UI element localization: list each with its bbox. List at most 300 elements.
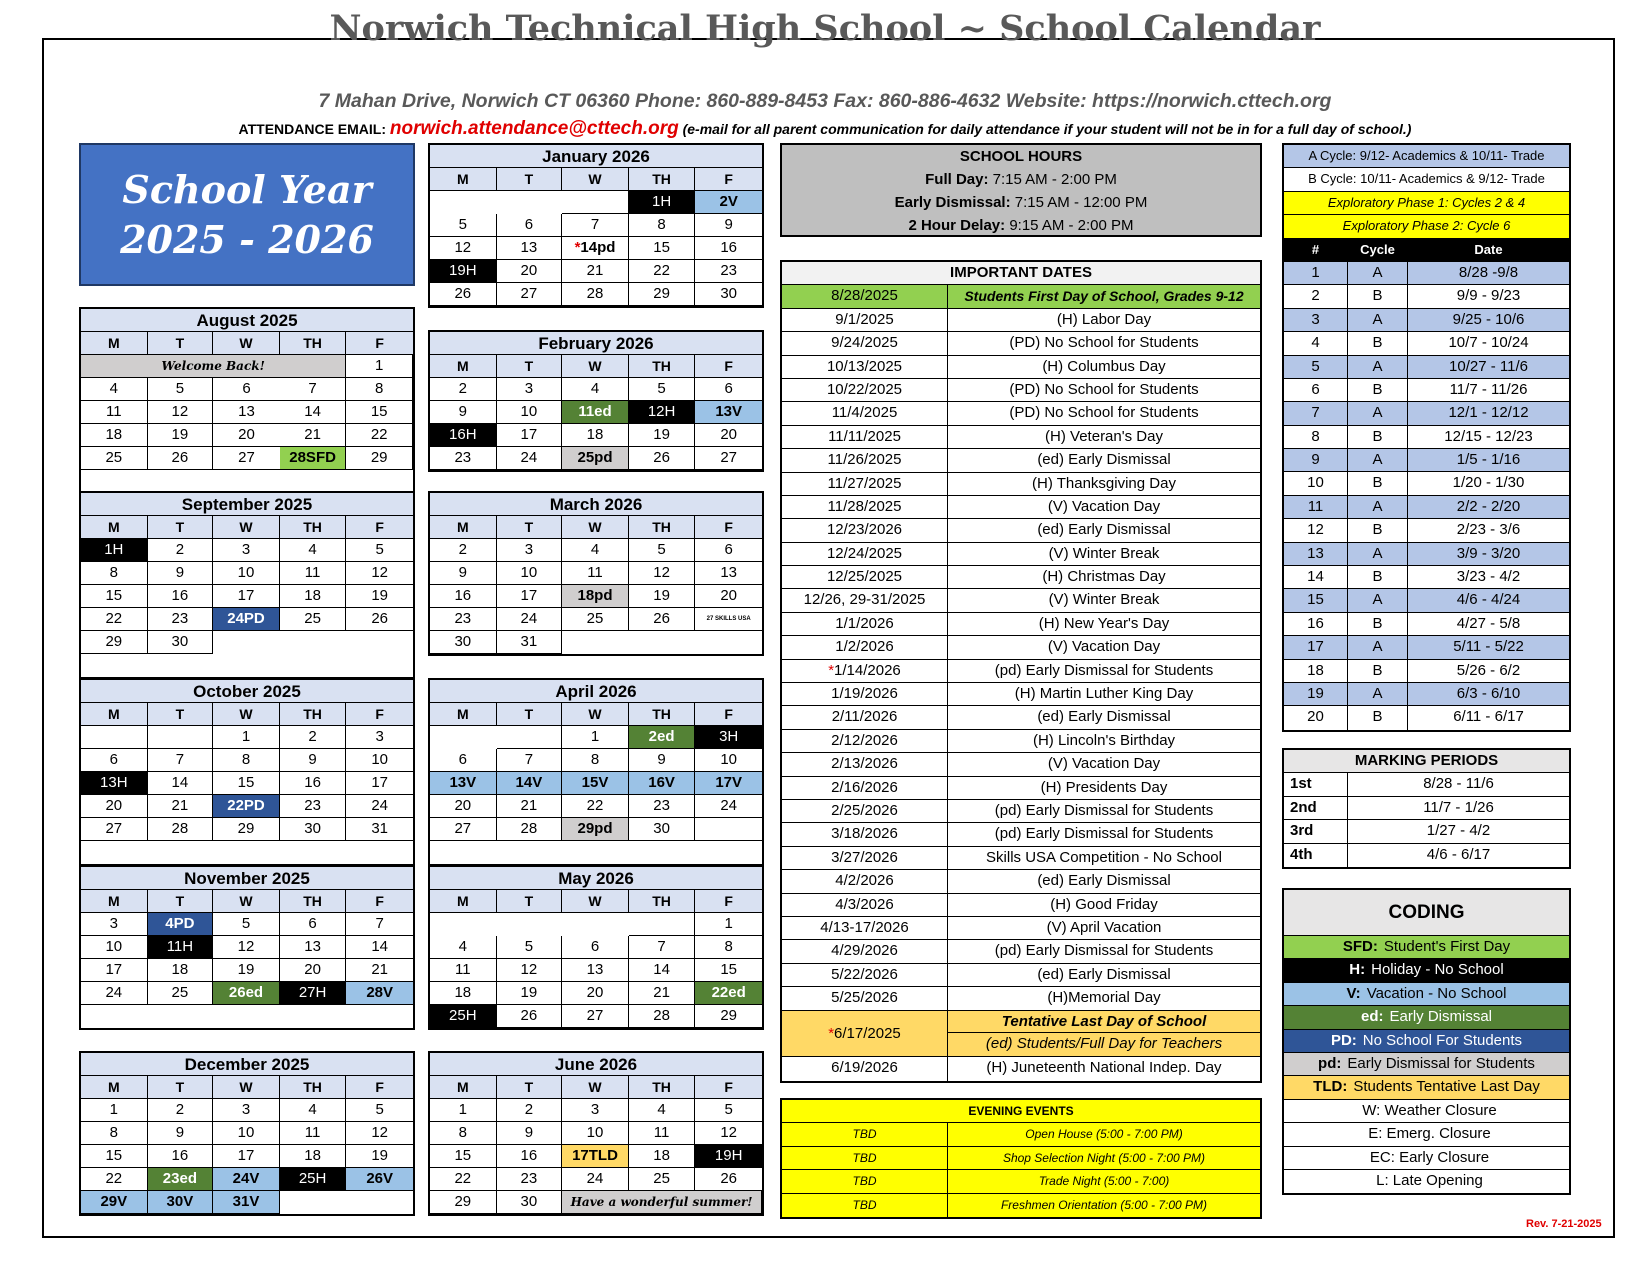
cycle-letter: B [1348, 426, 1408, 448]
delay-label: 2 Hour Delay: [908, 217, 1006, 234]
event-cell: (H)Memorial Day [1047, 989, 1161, 1007]
date-cell: 12/23/2026 [782, 519, 948, 541]
date-cell [782, 1011, 948, 1057]
day-cell: 9 [280, 749, 347, 772]
day-cell: 20 [81, 795, 148, 818]
empty-cell [213, 654, 280, 677]
period-label: 4th [1284, 844, 1348, 867]
day-cell: 23 [629, 795, 696, 818]
day-cell: 18 [81, 424, 148, 447]
table-row [1284, 519, 1569, 542]
table-row [782, 823, 1260, 846]
day-cell: 20 [497, 260, 563, 283]
day-cell: 25 [280, 608, 347, 631]
day-cell: 22 [430, 1168, 497, 1191]
day-cell: 2 [148, 1099, 214, 1122]
table-row [782, 473, 1260, 496]
event-cell: Open House (5:00 - 7:00 PM) [1025, 1127, 1183, 1142]
table-row [782, 449, 1260, 472]
day-cell: 23 [695, 260, 762, 283]
evening-events-table [780, 1098, 1262, 1219]
date-cell: 10/22/2025 [782, 379, 948, 401]
day-cell: 27 [430, 818, 497, 841]
event-cell: (pd) Early Dismissal for Students [994, 942, 1214, 960]
last-day-note: (ed) Students/Full Day for Teachers [985, 1035, 1223, 1053]
empty-cell [81, 726, 148, 749]
day-cell-pd: 22PD [213, 795, 280, 818]
cycle-dates: 5/26 - 6/2 [1456, 661, 1521, 679]
day-cell: 7 [497, 749, 563, 772]
month-april-2026 [428, 678, 764, 866]
day-cell: 3 [213, 539, 280, 562]
day-cell: 16 [430, 585, 497, 608]
day-cell: 18 [280, 585, 347, 608]
day-cell: 23 [430, 447, 497, 470]
day-header: M [81, 703, 148, 726]
column-header: Cycle [1348, 239, 1408, 261]
table-row [1284, 285, 1569, 308]
cycle-number: 2 [1284, 285, 1348, 307]
day-cell: 28 [629, 1005, 696, 1028]
day-cell-vacation: 13V [430, 772, 497, 795]
day-cell: 29 [81, 631, 148, 654]
day-header: TH [629, 516, 696, 539]
empty-cell [213, 470, 280, 493]
day-header: M [430, 1076, 497, 1099]
day-cell: 22 [81, 608, 148, 631]
day-cell: 2 [430, 378, 497, 401]
day-cell-vacation: 17V [695, 772, 762, 795]
day-cell: 1 [346, 355, 413, 378]
month-grid [430, 890, 762, 1028]
period-dates: 1/27 - 4/2 [1426, 822, 1491, 840]
event-cell: (H) Lincoln's Birthday [1032, 731, 1176, 749]
day-cell: 11 [629, 1122, 696, 1145]
table-row [782, 426, 1260, 449]
cycle-number: 5 [1284, 356, 1348, 378]
day-cell: 8 [346, 378, 413, 401]
empty-cell [280, 841, 347, 864]
empty-cell [629, 913, 696, 936]
empty-cell [346, 654, 413, 677]
cycle-dates: 8/28 -9/8 [1458, 263, 1519, 281]
date-cell: 9/1/2025 [782, 309, 948, 331]
day-cell-vacation: 24V [213, 1168, 280, 1191]
table-row [1284, 636, 1569, 659]
day-header: W [562, 168, 629, 191]
column-header: # [1284, 239, 1348, 261]
day-cell: 10 [497, 401, 563, 424]
day-cell: 16 [695, 237, 762, 260]
cycle-number: 18 [1284, 660, 1348, 682]
cycle-b-note [1284, 168, 1569, 191]
day-cell: 22 [629, 260, 696, 283]
day-cell: 19 [148, 424, 214, 447]
table-row [1284, 262, 1569, 285]
school-year-banner [79, 143, 415, 286]
table-row [782, 1147, 1260, 1170]
attendance-label: ATTENDANCE EMAIL: [238, 121, 387, 137]
date-cell: 2/12/2026 [782, 730, 948, 752]
cycle-letter: B [1348, 613, 1408, 635]
evening-events-title [782, 1100, 1260, 1123]
table-row [782, 753, 1260, 776]
day-cell: 23 [280, 795, 347, 818]
empty-cell [562, 841, 629, 864]
day-cell: 14 [280, 401, 347, 424]
phase-2-text: Exploratory Phase 2: Cycle 6 [1342, 218, 1511, 234]
day-cell-holiday: 13H [81, 772, 148, 795]
day-header: TH [280, 332, 347, 355]
cycle-letter: B [1348, 566, 1408, 588]
day-cell: 24 [695, 795, 762, 818]
cycle-letter: B [1348, 519, 1408, 541]
day-cell: 12 [695, 1122, 762, 1145]
summer-note: Have a wonderful summer! [562, 1191, 762, 1214]
date-cell: 1/19/2026 [782, 683, 948, 705]
day-cell: 1 [81, 1099, 148, 1122]
cycle-number: 15 [1284, 589, 1348, 611]
day-cell: 8 [81, 1122, 148, 1145]
day-cell: 21 [346, 959, 413, 982]
day-cell: 17 [346, 772, 413, 795]
day-cell: 11 [562, 562, 629, 585]
legend-label: Student's First Day [1383, 938, 1511, 955]
day-header: F [346, 1076, 413, 1099]
day-cell-vacation: 30V [148, 1191, 214, 1214]
day-cell: 4 [562, 378, 629, 401]
day-cell: 24 [81, 982, 148, 1005]
day-header: W [213, 890, 280, 913]
day-cell: 18 [629, 1145, 696, 1168]
month-september-2025 [79, 491, 415, 679]
cycle-number: 8 [1284, 426, 1348, 448]
empty-cell [695, 818, 762, 841]
day-cell: 9 [430, 562, 497, 585]
day-cell: 9 [430, 401, 497, 424]
marking-periods-heading: MARKING PERIODS [1354, 752, 1499, 769]
date-cell: 5/25/2026 [782, 987, 948, 1009]
date-cell: TBD [782, 1147, 948, 1169]
date-cell: 11/27/2025 [782, 473, 948, 495]
day-cell: 24 [497, 608, 563, 631]
month-december-2025 [79, 1051, 415, 1216]
table-row [1284, 660, 1569, 683]
cycle-dates: 9/9 - 9/23 [1456, 287, 1521, 305]
empty-cell [346, 1191, 413, 1214]
day-cell: 7 [148, 749, 214, 772]
day-cell-holiday: 1H [81, 539, 148, 562]
attendance-email-link[interactable]: norwich.attendance@cttech.org [389, 118, 679, 139]
table-row [1284, 683, 1569, 706]
day-header: TH [280, 516, 347, 539]
day-cell: 26 [346, 608, 413, 631]
day-cell: 10 [213, 1122, 280, 1145]
day-header: T [148, 332, 214, 355]
month-grid [81, 890, 413, 1028]
day-cell: 8 [430, 1122, 497, 1145]
event-cell: (V) Vacation Day [1047, 497, 1161, 515]
empty-cell [430, 726, 497, 749]
date-cell: 12/25/2025 [782, 566, 948, 588]
period-label: 2nd [1284, 797, 1348, 819]
event-cell: (H) Juneteenth National Indep. Day [986, 1059, 1222, 1077]
date-cell: TBD [782, 1194, 948, 1217]
month-may-2026 [428, 865, 764, 1030]
event-cell: (PD) No School for Students [1009, 380, 1199, 398]
day-cell: 10 [213, 562, 280, 585]
empty-cell [430, 841, 497, 864]
day-cell: 7 [346, 913, 413, 936]
day-cell: 1 [430, 1099, 497, 1122]
legend-code: H: [1349, 961, 1366, 979]
table-row [1284, 566, 1569, 589]
day-cell: 6 [81, 749, 148, 772]
day-cell: 27 [81, 818, 148, 841]
table-row [782, 940, 1260, 963]
date-text: 1/14/2026 [834, 661, 901, 679]
cycle-a-text: A Cycle: 9/12- Academics & 10/11- Trade [1308, 148, 1545, 163]
day-cell: 8 [562, 749, 629, 772]
empty-cell [346, 631, 413, 654]
day-cell: 1 [562, 726, 629, 749]
day-cell: 28 [497, 818, 563, 841]
month-title: March 2026 [430, 493, 762, 516]
cycle-letter: A [1348, 356, 1408, 378]
day-header: TH [629, 890, 696, 913]
date-cell: 4/13-17/2026 [782, 917, 948, 939]
table-row [782, 870, 1260, 893]
day-cell: 9 [497, 1122, 563, 1145]
month-october-2025 [79, 678, 415, 866]
event-cell: (pd) Early Dismissal for Students [994, 825, 1214, 843]
table-row [782, 285, 1260, 308]
day-cell: 4 [562, 539, 629, 562]
event-cell: (H) Martin Luther King Day [1014, 685, 1194, 703]
legend-row [1284, 1170, 1569, 1193]
day-cell: 20 [562, 982, 629, 1005]
day-cell: 20 [213, 424, 280, 447]
day-header: M [430, 703, 497, 726]
cycle-dates: 3/9 - 3/20 [1456, 544, 1521, 562]
day-cell-first-day: 28SFD [280, 447, 347, 470]
day-cell: 9 [629, 749, 696, 772]
event-cell: (ed) Early Dismissal [1037, 451, 1171, 469]
month-title: June 2026 [430, 1053, 762, 1076]
day-cell: 23 [497, 1168, 563, 1191]
day-cell: 27 [213, 447, 280, 470]
day-cell: 12 [497, 959, 563, 982]
period-dates: 8/28 - 11/6 [1423, 775, 1494, 793]
cycle-dates: 3/23 - 4/2 [1456, 568, 1521, 586]
day-cell: 17 [81, 959, 148, 982]
month-november-2025 [79, 865, 415, 1030]
day-cell: 13 [695, 562, 762, 585]
month-june-2026 [428, 1051, 764, 1216]
table-row [1284, 379, 1569, 402]
month-title: November 2025 [81, 867, 413, 890]
event-cell: (H) Presidents Day [1040, 778, 1168, 796]
cycle-number: 13 [1284, 543, 1348, 565]
month-title: February 2026 [430, 332, 762, 355]
school-year-label: School Year [122, 167, 372, 212]
date-cell: TBD [782, 1170, 948, 1192]
date-cell: 5/22/2026 [782, 964, 948, 986]
date-cell: 2/13/2026 [782, 753, 948, 775]
period-dates: 4/6 - 6/17 [1426, 845, 1491, 863]
day-cell: 20 [695, 424, 762, 447]
table-row [782, 543, 1260, 566]
day-cell-holiday: 1H [629, 191, 696, 214]
revision-note: Rev. 7-21-2025 [1526, 1218, 1602, 1230]
day-cell-vacation: 15V [562, 772, 629, 795]
day-cell: 15 [213, 772, 280, 795]
legend-label: Early Dismissal [1389, 1008, 1492, 1026]
month-grid [81, 332, 413, 493]
date-cell: 11/28/2025 [782, 496, 948, 518]
day-cell: 28 [562, 283, 629, 306]
day-header: F [695, 516, 762, 539]
school-address: 7 Mahan Drive, Norwich CT 06360 Phone: 860-889-8453 Fax: 860-886-4632 Website: https://norwich.cttech.org [318, 90, 1332, 112]
month-title: May 2026 [430, 867, 762, 890]
day-cell: 24 [346, 795, 413, 818]
legend-label: Students Tentative Last Day [1353, 1078, 1540, 1096]
cycle-dates: 6/11 - 6/17 [1453, 708, 1524, 726]
empty-cell [562, 913, 629, 936]
month-title: September 2025 [81, 493, 413, 516]
day-cell: 11 [280, 562, 347, 585]
legend-label: W: Weather Closure [1362, 1101, 1497, 1119]
day-cell: 30 [497, 1191, 563, 1214]
event-cell: Students First Day of School, Grades 9-12 [964, 288, 1244, 305]
full-day-hours [782, 168, 1260, 191]
empty-cell [280, 1191, 347, 1214]
important-dates-heading: IMPORTANT DATES [950, 264, 1092, 281]
day-header: M [81, 890, 148, 913]
day-cell: 14 [346, 936, 413, 959]
cycle-a-note [1284, 145, 1569, 168]
empty-cell [695, 841, 762, 864]
month-grid [81, 516, 413, 677]
cycle-dates: 10/27 - 11/6 [1449, 357, 1528, 375]
day-cell: 4 [81, 378, 148, 401]
day-header: F [695, 168, 762, 191]
attendance-line [0, 118, 1650, 140]
cycle-letter: A [1348, 496, 1408, 518]
cycle-letter: B [1348, 472, 1408, 494]
day-header: TH [629, 168, 696, 191]
day-cell: 10 [695, 749, 762, 772]
day-cell-pd: 4PD [148, 913, 214, 936]
cycle-letter: A [1348, 543, 1408, 565]
day-cell: 21 [562, 260, 629, 283]
empty-cell [346, 1005, 413, 1028]
table-row [782, 683, 1260, 706]
day-cell: 21 [148, 795, 214, 818]
month-title: April 2026 [430, 680, 762, 703]
table-row [782, 730, 1260, 753]
cycle-table-header [1284, 239, 1569, 262]
day-header: T [497, 168, 563, 191]
evening-events-heading: EVENING EVENTS [968, 1104, 1074, 1118]
day-cell: 8 [629, 214, 696, 237]
cycle-letter: B [1348, 332, 1408, 354]
event-cell: (H) Thanksgiving Day [1032, 474, 1176, 492]
day-cell: 29 [213, 818, 280, 841]
date-cell: 12/26, 29-31/2025 [782, 589, 948, 611]
legend-row [1284, 1030, 1569, 1053]
day-cell: 1 [695, 913, 762, 936]
table-row [782, 566, 1260, 589]
month-august-2025 [79, 307, 415, 495]
cycle-number: 1 [1284, 262, 1348, 284]
day-header: M [430, 516, 497, 539]
legend-label: Holiday - No School [1371, 961, 1504, 979]
day-cell-skills-usa: 27 SKILLS USA [695, 608, 762, 631]
date-cell: 3/27/2026 [782, 847, 948, 869]
legend-row [1284, 1147, 1569, 1170]
cycle-number: 9 [1284, 449, 1348, 471]
day-cell: 17 [213, 1145, 280, 1168]
empty-cell [430, 191, 497, 214]
day-header: TH [629, 1076, 696, 1099]
day-cell: 8 [81, 562, 148, 585]
cycle-letter: A [1348, 636, 1408, 658]
marking-periods-table [1282, 748, 1571, 869]
day-cell: 3 [346, 726, 413, 749]
day-header: M [81, 1076, 148, 1099]
day-cell-early-dismissal: 11ed [562, 401, 629, 424]
month-march-2026 [428, 491, 764, 656]
month-grid [430, 1076, 762, 1214]
month-title: August 2025 [81, 309, 413, 332]
day-header: T [497, 890, 563, 913]
event-cell: (V) Winter Break [1048, 591, 1160, 609]
day-cell: 28 [148, 818, 214, 841]
day-cell: 12 [629, 562, 696, 585]
table-row-last-day [782, 1011, 1260, 1058]
table-row [782, 894, 1260, 917]
page-title: Norwich Technical High School ~ School Calendar [329, 8, 1321, 49]
date-cell: 11/11/2025 [782, 426, 948, 448]
day-cell-vacation: 2V [695, 191, 762, 214]
day-header: T [148, 516, 214, 539]
empty-cell [497, 726, 563, 749]
table-row [1284, 589, 1569, 612]
empty-cell [280, 1005, 347, 1028]
day-cell: 19 [497, 982, 563, 1005]
day-cell: 6 [430, 749, 497, 772]
date-cell: 4/29/2026 [782, 940, 948, 962]
day-cell: 21 [497, 795, 563, 818]
period-label: 3rd [1284, 820, 1348, 842]
empty-cell [213, 1005, 280, 1028]
day-header: T [148, 703, 214, 726]
day-header: M [430, 355, 497, 378]
empty-cell [148, 841, 214, 864]
day-cell: 30 [430, 631, 497, 654]
day-cell: 15 [629, 237, 696, 260]
cycle-number: 12 [1284, 519, 1348, 541]
day-cell: 10 [346, 749, 413, 772]
table-row [1284, 706, 1569, 729]
event-cell: (H) Veteran's Day [1045, 427, 1163, 445]
day-header: W [213, 1076, 280, 1099]
day-cell: 14 [148, 772, 214, 795]
month-grid [430, 516, 762, 654]
cycle-table [1282, 143, 1571, 732]
day-cell: 6 [695, 539, 762, 562]
